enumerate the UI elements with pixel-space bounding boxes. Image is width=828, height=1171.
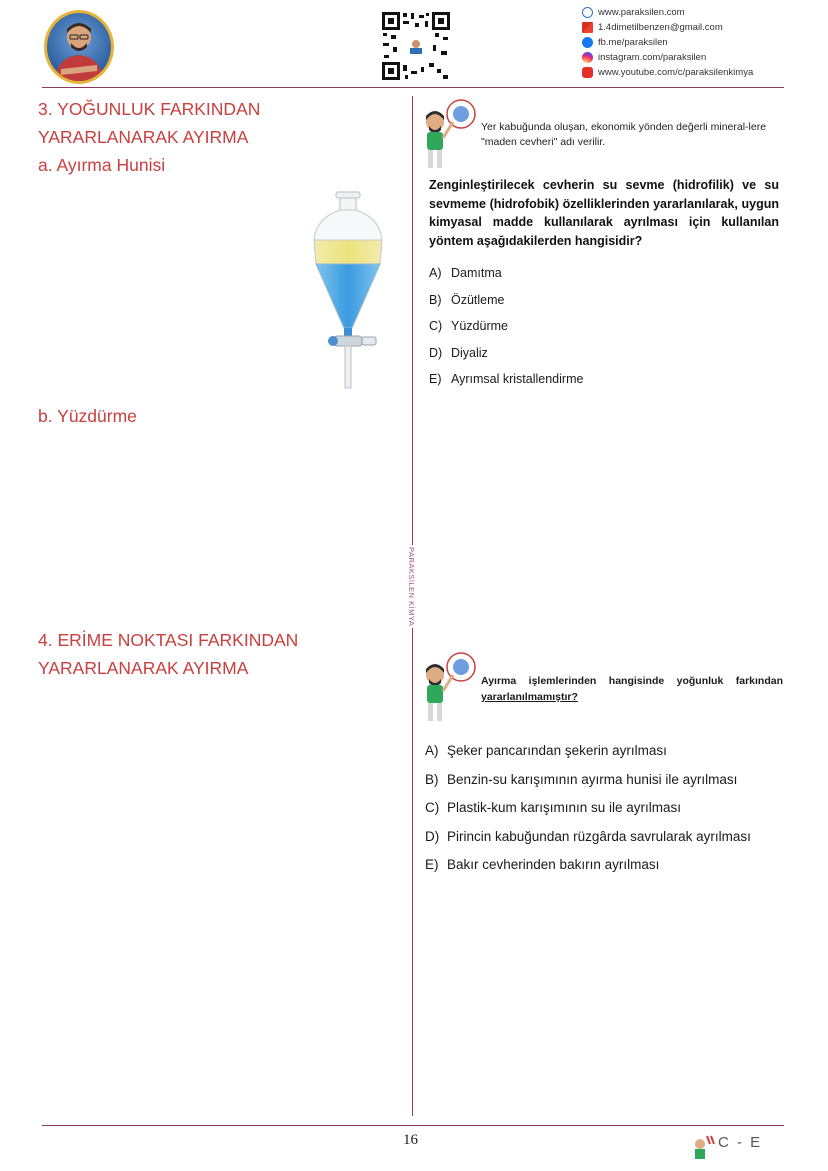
- question-2-stem: Ayırma işlemlerinden hangisinde yoğunluk farkından yararlanılmamıştır?: [481, 675, 783, 703]
- contact-list: [582, 5, 753, 80]
- author-portrait-icon: [47, 13, 111, 81]
- question-1-options: [429, 260, 583, 393]
- mascot-footer-icon: [690, 1134, 716, 1160]
- question-2-option-a[interactable]: A) Şeker pancarından şekerin ayrılması: [425, 743, 667, 758]
- globe-icon: [582, 7, 593, 18]
- author-avatar: [44, 10, 114, 84]
- separatory-funnel-illustration: [300, 190, 400, 395]
- section-3a-heading: a. Ayırma Hunisi: [38, 155, 166, 175]
- section-3b-heading: b. Yüzdürme: [38, 406, 137, 426]
- question-1-option-c[interactable]: C) Yüzdürme: [429, 319, 508, 333]
- question-2-options: [425, 737, 751, 880]
- footer-rule: [42, 1125, 784, 1126]
- mascot-chemist-icon: [419, 98, 477, 174]
- footer-mark: C - E: [718, 1134, 763, 1151]
- qr-code[interactable]: [381, 11, 451, 81]
- question-1-stem: Zenginleştirilecek cevherin su sevme (hidrofilik) ve su sevmeme (hidrofobik) özelliklerinden yararlanılarak, uygun kimyasal madde kullanılarak ayrılması için kullanılan yöntem aşağıdakilerden hangisidir?: [429, 178, 779, 248]
- contact-facebook[interactable]: fb.me/paraksilen: [582, 35, 753, 50]
- contact-instagram[interactable]: instagram.com/paraksilen: [582, 50, 753, 65]
- question-1-option-d[interactable]: D) Diyaliz: [429, 345, 488, 360]
- question-2-option-b[interactable]: B) Benzin-su karışımının ayırma hunisi ile ayrılması: [425, 771, 738, 787]
- gmail-icon: [582, 22, 593, 33]
- question-1-option-a[interactable]: A) Damıtma: [429, 266, 502, 280]
- youtube-icon: [582, 67, 593, 78]
- contact-website[interactable]: www.paraksilen.com: [582, 5, 753, 20]
- header-rule: [42, 87, 784, 88]
- question-1-option-e[interactable]: E) Ayrımsal kristallendirme: [429, 372, 584, 386]
- question-2-option-e[interactable]: E) Bakır cevherinden bakırın ayrılması: [425, 857, 660, 872]
- question-2-option-c[interactable]: C) Plastik-kum karışımının su ile ayrılması: [425, 800, 682, 815]
- section-4-heading: 4. ERİME NOKTASI FARKINDAN YARARLANARAK AYIRMA: [38, 630, 299, 678]
- page-number: 16: [403, 1132, 418, 1148]
- question-1-intro: Yer kabuğunda oluşan, ekonomik yönden değerli mineral-lere "maden cevheri" adı verilir.: [481, 121, 767, 148]
- question-2-option-d[interactable]: D) Pirincin kabuğundan rüzgârda savrularak ayrılması: [425, 828, 751, 844]
- mascot-chemist-icon: [419, 650, 477, 728]
- question-1-option-b[interactable]: B) Özütleme: [429, 292, 505, 307]
- contact-youtube[interactable]: www.youtube.com/c/paraksilenkimya: [582, 65, 753, 80]
- section-3-heading: 3. YOĞUNLUK FARKINDAN YARARLANARAK AYIRMA a. Ayırma Hunisi: [38, 95, 260, 179]
- instagram-icon: [582, 52, 593, 63]
- divider-label: PARAKSİLEN KİMYA: [407, 547, 416, 627]
- contact-email[interactable]: 1.4dimetilbenzen@gmail.com: [582, 20, 753, 35]
- facebook-icon: [582, 37, 593, 48]
